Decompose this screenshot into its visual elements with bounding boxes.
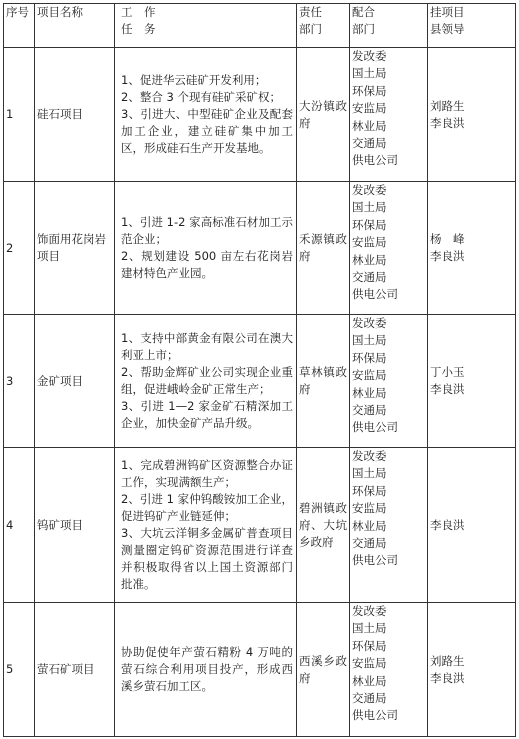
row-resp: 碧洲镇政府、大坑乡政府 — [297, 448, 350, 603]
coord-dept: 供电公司 — [352, 708, 398, 723]
coord-dept: 交通局 — [352, 136, 387, 151]
leader-name: 李良洪 — [430, 115, 465, 130]
row-leaders — [428, 182, 516, 315]
leader-name: 丁小玉 — [430, 365, 465, 379]
header-coord: 配合 部门 — [350, 4, 428, 48]
row-name: 金矿项目 — [35, 315, 115, 448]
row-leaders — [428, 448, 516, 603]
coord-dept: 交通局 — [352, 403, 387, 418]
leader-name: 李良洪 — [430, 670, 465, 685]
row-coord — [350, 448, 428, 603]
row-resp: 禾源镇政府 — [297, 182, 350, 315]
table-row — [4, 603, 516, 737]
task-line: 2、帮助金辉矿业公司实现企业重组，促进峨岭金矿正常生产； — [121, 365, 293, 396]
row-tasks — [115, 48, 297, 182]
row-leaders — [428, 315, 516, 448]
coord-dept: 国土局 — [352, 66, 387, 81]
coord-dept: 发改委 — [352, 604, 387, 618]
row-tasks — [115, 603, 297, 737]
coord-dept: 林业局 — [352, 518, 387, 533]
leader-name: 李良洪 — [430, 249, 465, 263]
header-leader: 挂项目 县领导 — [428, 4, 516, 48]
table-row — [4, 182, 516, 315]
table-row — [4, 48, 516, 182]
header-resp: 责任 部门 — [297, 4, 350, 48]
coord-dept: 国土局 — [352, 200, 387, 215]
coord-dept: 林业局 — [352, 118, 387, 133]
coord-dept: 安监局 — [352, 101, 387, 116]
coord-dept: 国土局 — [352, 466, 387, 481]
row-name: 钨矿项目 — [35, 448, 115, 603]
row-resp: 草林镇政府 — [297, 315, 350, 448]
project-table — [3, 3, 516, 737]
coord-dept: 环保局 — [352, 638, 387, 653]
table-body — [4, 48, 516, 737]
table-row — [4, 315, 516, 448]
task-line: 1、完成碧洲钨矿区资源整合办证工作，实现满额生产； — [121, 458, 293, 489]
coord-dept: 安监局 — [352, 368, 387, 383]
leader-name: 李良洪 — [430, 382, 465, 396]
row-resp: 西溪乡政府 — [297, 603, 350, 737]
row-name: 硅石项目 — [35, 48, 115, 182]
coord-dept: 环保局 — [352, 350, 387, 365]
row-name: 萤石矿项目 — [35, 603, 115, 737]
row-seq: 1 — [4, 48, 35, 182]
coord-dept: 林业局 — [352, 385, 387, 400]
row-leaders — [428, 603, 516, 737]
row-seq: 5 — [4, 603, 35, 737]
task-line: 2、整合 3 个现有硅矿采矿权； — [121, 90, 281, 104]
header-task: 工 作 任 务 — [115, 4, 297, 48]
header-name: 项目名称 — [35, 4, 115, 48]
row-seq: 4 — [4, 448, 35, 603]
coord-dept: 发改委 — [352, 449, 387, 463]
row-tasks — [115, 448, 297, 603]
coord-dept: 安监局 — [352, 656, 387, 671]
task-line: 3、引进大、中型硅矿企业及配套加工企业，建立硅矿集中加工区，形成硅石生产开发基地。 — [121, 107, 293, 155]
coord-dept: 供电公司 — [352, 553, 398, 568]
coord-dept: 林业局 — [352, 252, 387, 267]
leader-name: 刘路生 — [430, 653, 465, 668]
header-seq: 序号 — [4, 4, 35, 48]
coord-dept: 供电公司 — [352, 287, 398, 302]
coord-dept: 交通局 — [352, 691, 387, 706]
coord-dept: 交通局 — [352, 270, 387, 285]
row-resp: 大汾镇政府 — [297, 48, 350, 182]
row-coord — [350, 603, 428, 737]
coord-dept: 林业局 — [352, 673, 387, 688]
task-line: 2、引进 1 家仲钨酸铵加工企业，促进钨矿产业链延伸； — [121, 492, 293, 523]
coord-dept: 发改委 — [352, 49, 387, 63]
task-line: 1、支持中部黄金有限公司在澳大利亚上市； — [121, 331, 293, 362]
task-line: 3、大坑云洋铜多金属矿普查项目测量圈定钨矿资源范围进行详查并积极取得省以上国土资源部门批准。 — [121, 526, 293, 591]
leader-name: 杨 峰 — [430, 232, 465, 246]
coord-dept: 国土局 — [352, 621, 387, 636]
coord-dept: 安监局 — [352, 235, 387, 250]
coord-dept: 安监局 — [352, 501, 387, 516]
coord-dept: 环保局 — [352, 217, 387, 232]
row-seq: 3 — [4, 315, 35, 448]
coord-dept: 供电公司 — [352, 420, 398, 435]
row-coord — [350, 182, 428, 315]
row-seq: 2 — [4, 182, 35, 315]
coord-dept: 环保局 — [352, 83, 387, 98]
task-line: 2、规划建设 500 亩左右花岗岩建材特色产业园。 — [121, 249, 293, 280]
task-line: 协助促使年产萤石精粉 4 万吨的萤石综合利用项目投产，形成西溪乡萤石加工区。 — [121, 645, 293, 693]
coord-dept: 交通局 — [352, 536, 387, 551]
task-line: 1、引进 1-2 家高标准石材加工示范企业； — [121, 215, 293, 246]
coord-dept: 国土局 — [352, 333, 387, 348]
task-line: 1、促进华云硅矿开发利用； — [121, 73, 267, 87]
table-row — [4, 448, 516, 603]
coord-dept: 发改委 — [352, 316, 387, 330]
row-leaders — [428, 48, 516, 182]
coord-dept: 发改委 — [352, 183, 387, 197]
row-tasks — [115, 182, 297, 315]
header-row — [4, 4, 516, 48]
leader-name: 刘路生 — [430, 98, 465, 113]
coord-dept: 环保局 — [352, 483, 387, 498]
coord-dept: 供电公司 — [352, 153, 398, 168]
row-coord — [350, 315, 428, 448]
row-coord — [350, 48, 428, 182]
task-line: 3、引进 1—2 家金矿石精深加工企业，加快金矿产品升级。 — [121, 399, 293, 430]
leader-name: 李良洪 — [430, 517, 465, 532]
row-name: 饰面用花岗岩项目 — [35, 182, 115, 315]
row-tasks — [115, 315, 297, 448]
